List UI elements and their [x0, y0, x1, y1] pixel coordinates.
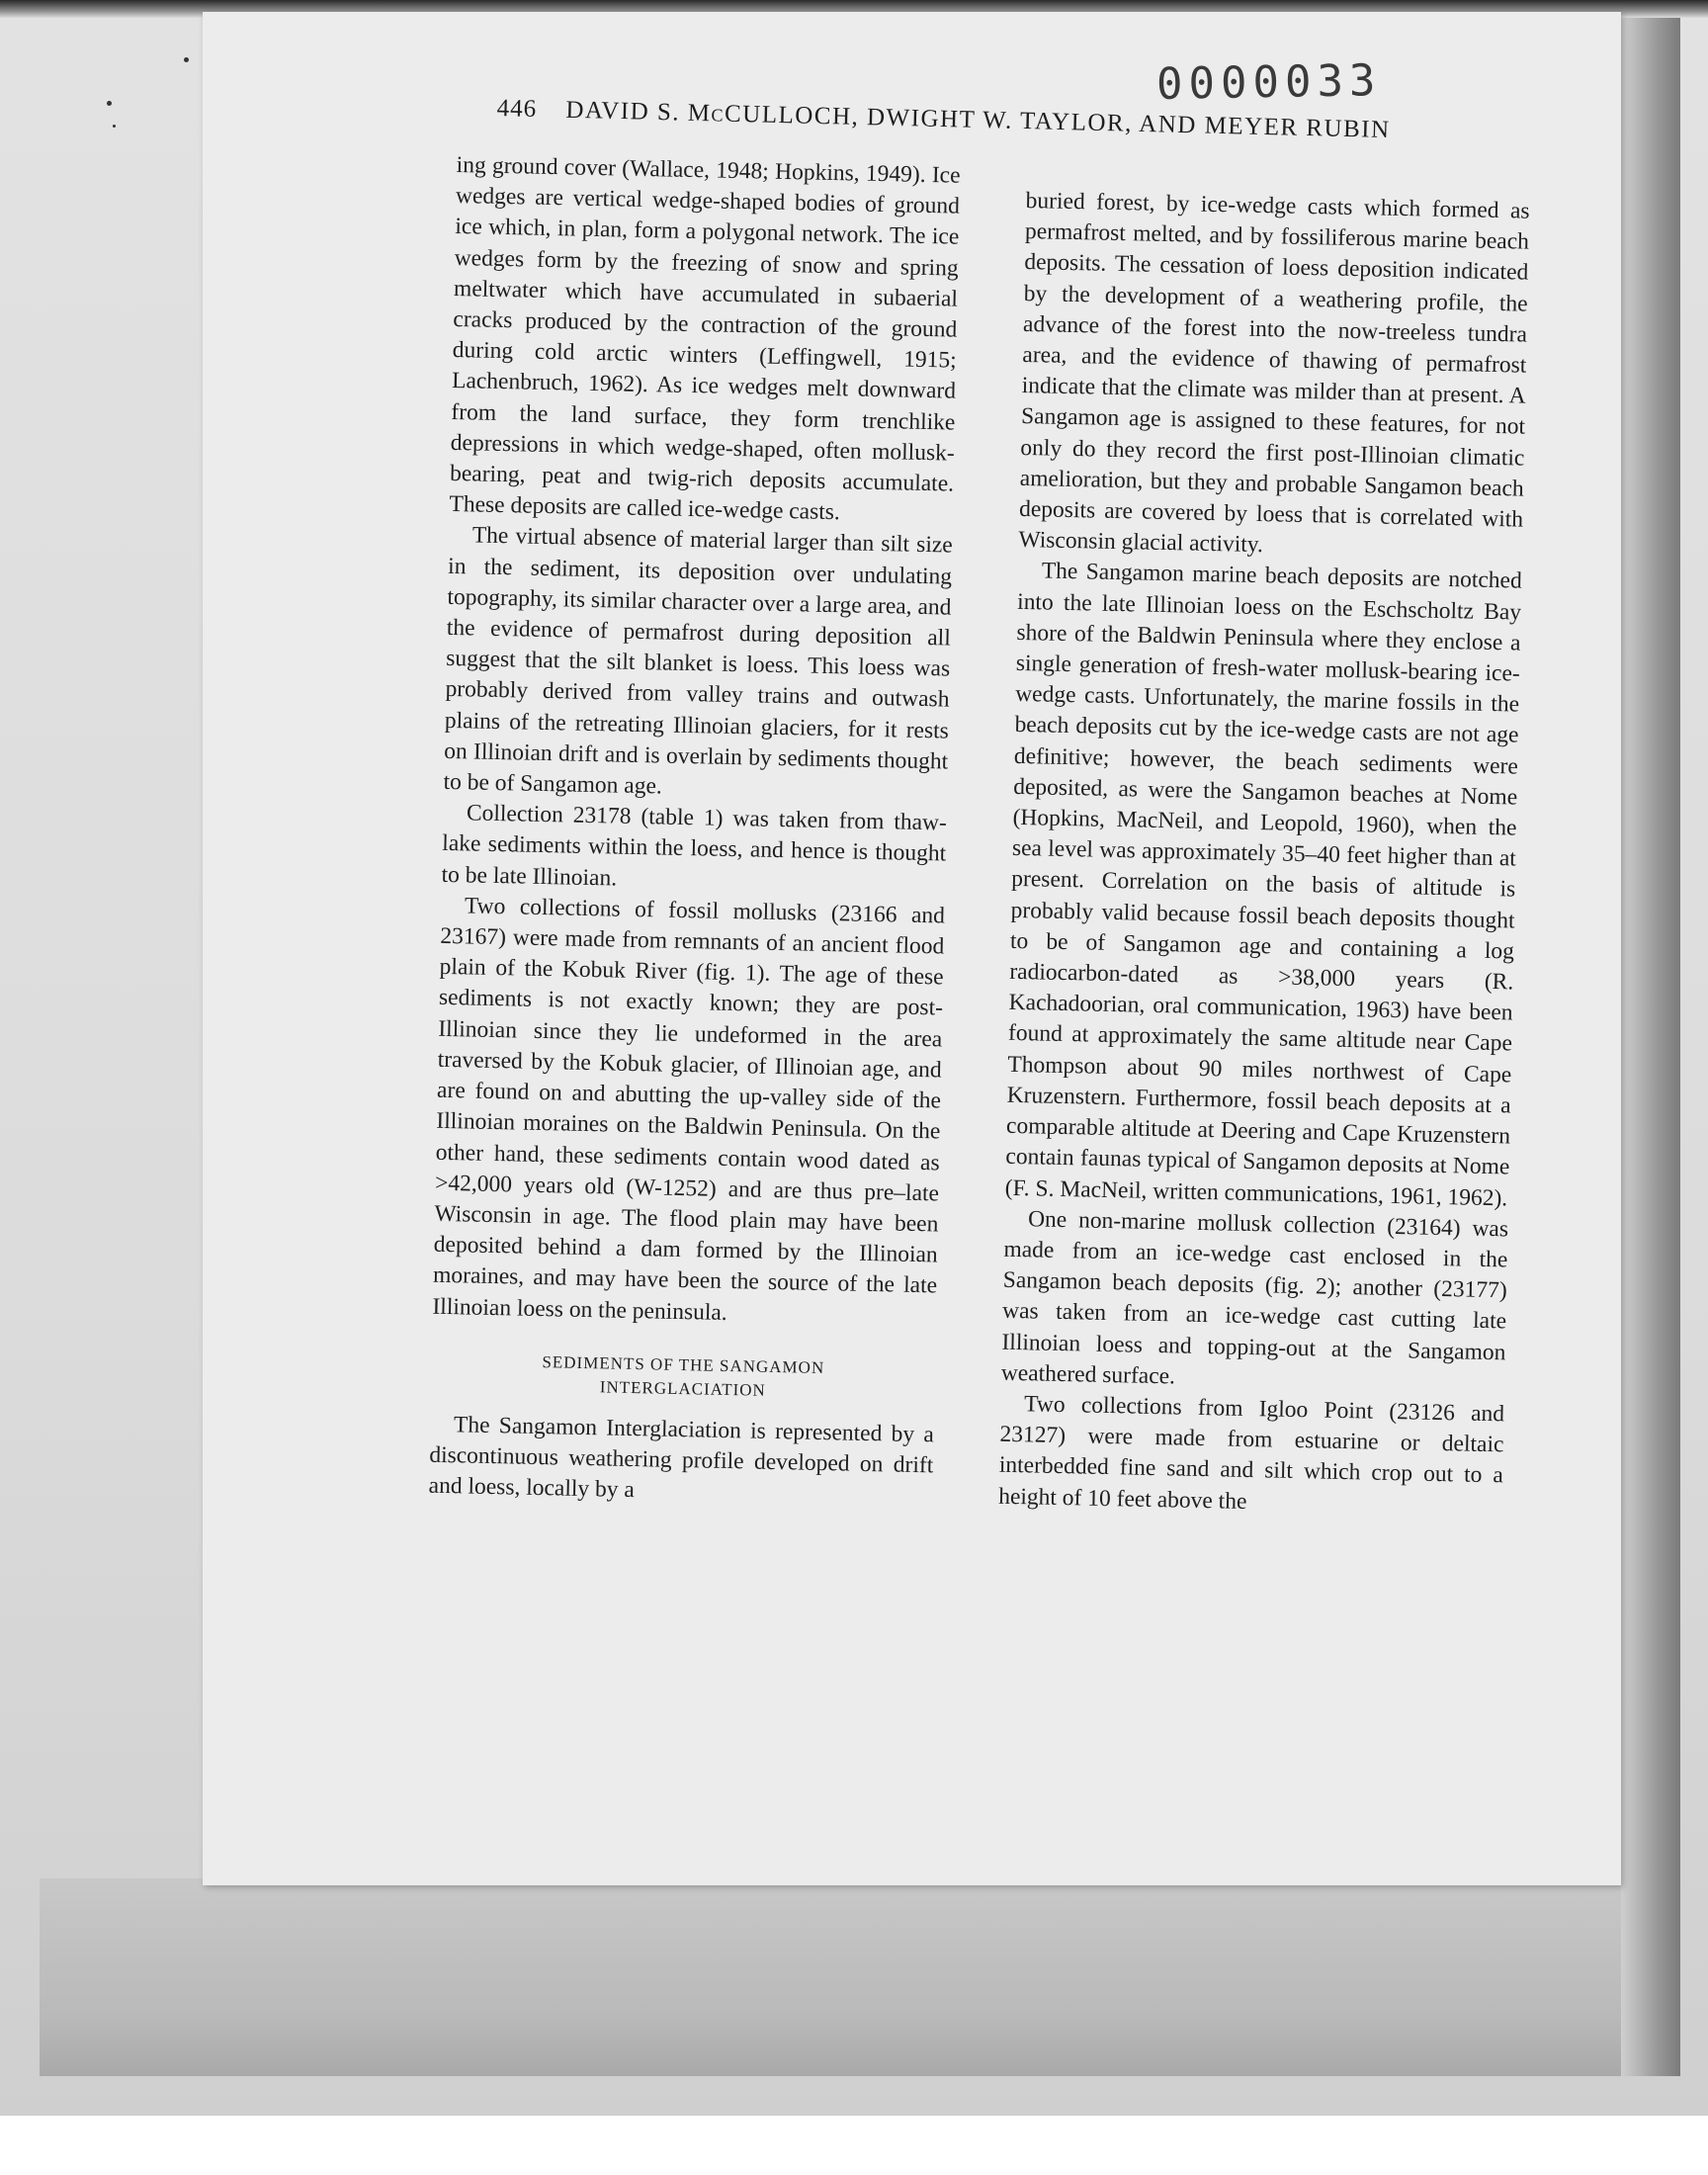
scan-speck [113, 125, 116, 128]
scan-speck [107, 101, 112, 106]
section-heading [431, 1348, 936, 1406]
paragraph: ing ground cover (Wallace, 1948; Hopkins, 1949). Ice wedges are vertical wedge-shaped bodies of ground ice which, in plan, form a polygonal network. The ice wedges form by the freezing of snow and spring meltwater which have accumulated in subaerial cracks produced by the contraction of the ground during cold arctic winters (Leffingwell, 1915; Lachenbruch, 1962). As ice wedges melt downward from the land surface, they form trenchlike depressions in which wedge-shaped, often mollusk-bearing, peat and twig-rich deposits accumulate. These deposits are called ice-wedge casts. [449, 151, 961, 526]
page-number: 446 [496, 95, 538, 123]
paragraph: The Sangamon Interglaciation is represented by a discontinuous weathering profile developed on drift and loess, locally by a [428, 1411, 935, 1504]
scan-speck [184, 57, 189, 62]
scan-shadow [40, 1878, 1621, 2076]
document-number-stamp: 0000033 [1155, 55, 1382, 110]
section-heading-line: SEDIMENTS OF THE SANGAMON [542, 1351, 825, 1377]
section-heading-line: INTERGLACIATION [599, 1377, 766, 1400]
header-authors: DAVID S. McCULLOCH, DWIGHT W. TAYLOR, AND MEYER RUBIN [565, 96, 1391, 144]
paragraph: The Sangamon marine beach deposits are notched into the late Illinoian loess on the Eschscholtz Bay shore of the Baldwin Peninsula where they enclose a single generation of fresh-water mollusk-bearing ice-wedge casts. Unfortunately, the marine fossils in the beach deposits cut by the ice-wedge casts are not age definitive; however, the beach sediments were deposited, as were the Sangamon beaches at Nome (Hopkins, MacNeil, and Leopold, 1960), when the sea level was approximately 35–40 feet higher than at present. Correlation on the basis of altitude is probably valid because fossil beach deposits thought to be of Sangamon age and containing a log radiocarbon-dated as >38,000 years (R. Kachadoorian, oral communication, 1963) have been found at approximately the same altitude near Cape Thompson about 90 miles northwest of Cape Kruzenstern. Furthermore, fossil beach deposits at a comparable altitude at Deering and Cape Kruzenstern contain faunas typical of Sangamon deposits at Nome (F. S. MacNeil, written communications, 1961, 1962). [1004, 558, 1523, 1211]
right-column [998, 186, 1530, 1522]
left-column [428, 150, 961, 1513]
paragraph: One non-marine mollusk collection (23164) was made from an ice-wedge cast enclosed in the Sangamon beach deposits (fig. 2); another (23177) was taken from an ice-wedge cast cutting late Illinoian loess and topping-out at the Sangamon weathered surface. [1000, 1205, 1509, 1390]
paragraph: Collection 23178 (table 1) was taken from thaw-lake sediments within the loess, and hence is thought to be late Illinoian. [441, 800, 948, 892]
paragraph: buried forest, by ice-wedge casts which formed as permafrost melted, and by fossiliferous marine beach deposits. The cessation of loess deposition indicated by the development of a weathering profile, the advance of the forest into the now-treeless tundra area, and the evidence of thawing of permafrost indicate that the climate was milder than at present. A Sangamon age is assigned to these features, for not only do they record the first post-Illinoian climatic amelioration, but they and probable Sangamon beach deposits are covered by loess that is correlated with Wisconsin glacial activity. [1018, 187, 1530, 559]
scan-right-edge [1621, 0, 1680, 2076]
paragraph: Two collections of fossil mollusks (23166 and 23167) were made from remnants of an ancient flood plain of the Kobuk River (fig. 1). The age of these sediments is not exactly known; they are post-Illinoian since they lie undeformed in the area traversed by the Kobuk glacier, of Illinoian age, and are found on and abutting the up-valley side of the Illinoian moraines on the Baldwin Peninsula. On the other hand, these sediments contain wood dated as >42,000 years old (W-1252) and are thus pre–late Wisconsin in age. The flood plain may have been deposited behind a dam formed by the Illinoian moraines, and may have been the source of the late Illinoian loess on the peninsula. [432, 893, 946, 1326]
paragraph: The virtual absence of material larger than silt size in the sediment, its deposition over undulating topography, its similar character over a large area, and the evidence of permafrost during deposition all suggest that the silt blanket is loess. This loess was probably derived from valley trains and outwash plains of the retreating Illinoian glaciers, for it rests on Illinoian drift and is overlain by sediments thought to be of Sangamon age. [443, 522, 954, 800]
paragraph: Two collections from Igloo Point (23126 and 23127) were made from estuarine or deltaic interbedded fine sand and silt which crop out to a height of 10 feet above the [997, 1391, 1505, 1515]
